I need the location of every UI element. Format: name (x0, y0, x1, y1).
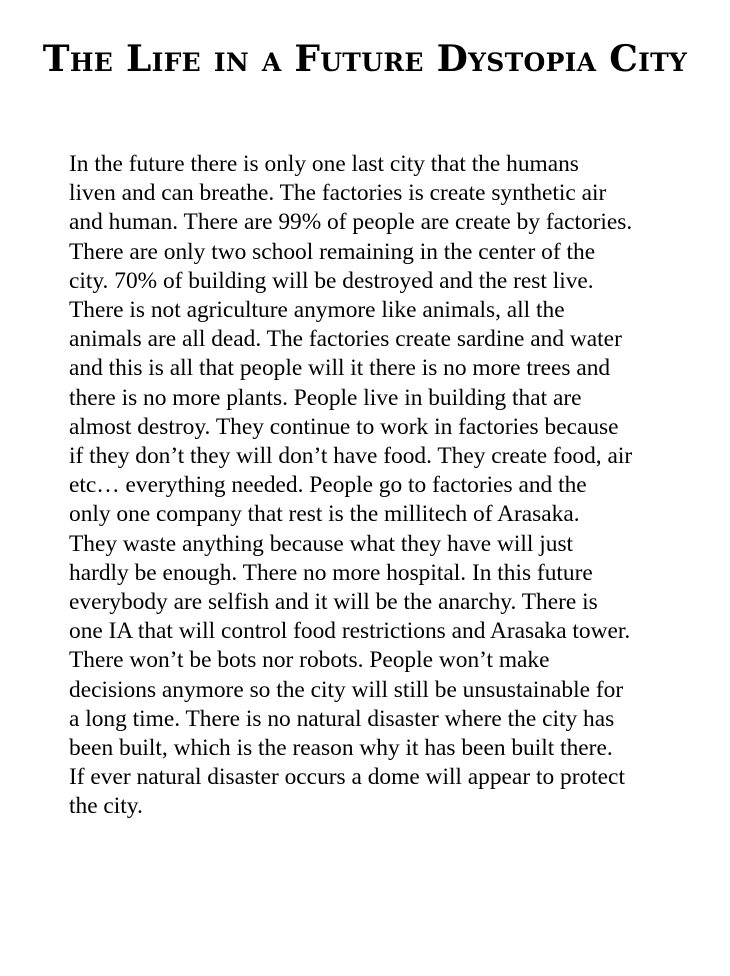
document-title: The Life in a Future Dystopia City (42, 38, 688, 80)
document-body: In the future there is only one last city that the humans liven and can breathe. The factories is create synthetic air and human. There are 99% of people are create by factories. There are only two school remaining in the center of the city. 70% of building will be destroyed and the rest live. There is not agriculture anymore like animals, all the animals are all dead. The factories create sardine and water and this is all that people will it there is no more trees and there is no more plants. People live in building that are almost destroy. They continue to work in factories because if they don’t they will don’t have food. They create food, air etc… everything needed. People go to factories and the only one company that rest is the millitech of Arasaka. They waste anything because what they have will just hardly be enough. There no more hospital. In this future everybody are selfish and it will be the anarchy. There is one IA that will control food restrictions and Arasaka tower. There won’t be bots nor robots. People won’t make decisions anymore so the city will still be unsustainable for a long time. There is no natural disaster where the city has been built, which is the reason why it has been built there. If ever natural disaster occurs a dome will appear to protect the city. (69, 151, 633, 820)
